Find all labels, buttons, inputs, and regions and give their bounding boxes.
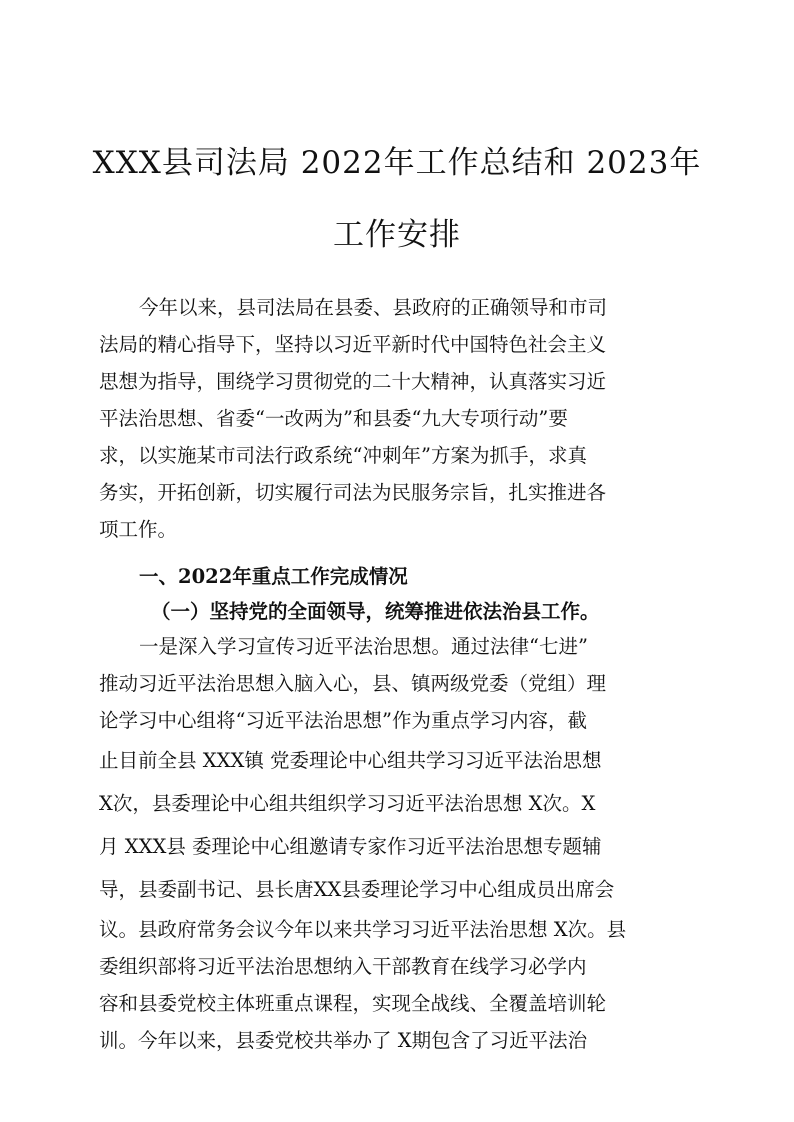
intro-paragraph xyxy=(0,289,794,548)
paragraph-line: 训。今年以来，县委党校共举办了 X期包含了习近平法治 xyxy=(99,1029,588,1052)
paragraph-line: 导，县委副书记、县长唐XX县委理论学习中心组成员出席会 xyxy=(99,878,615,901)
section-heading-2: （一）坚持党的全面领导，统筹推进依法治县工作。 xyxy=(151,600,600,623)
paragraph-line: 月 XXX县 委理论中心组邀请专家作习近平法治思想专题辅 xyxy=(99,835,602,858)
paragraph-line: 法局的精心指导下，坚持以习近平新时代中国特色社会主义 xyxy=(99,333,607,356)
paragraph-line: 求，以实施某市司法行政系统“冲刺年”方案为抓手，求真 xyxy=(99,444,587,467)
title-line-1: XXX县司法局 2022年工作总结和 2023年 xyxy=(92,145,702,181)
section-heading-1: 一、2022年重点工作完成情况 xyxy=(139,565,408,588)
title-line-2: 工作安排 xyxy=(333,217,461,253)
paragraph-line: 议。县政府常务会议今年以来共学习习近平法治思想 X次。县 xyxy=(99,918,627,941)
paragraph-line: 止目前全县 XXX镇 党委理论中心组共学习习近平法治思想 xyxy=(99,749,602,772)
paragraph-line: 容和县委党校主体班重点课程，实现全战线、全覆盖培训轮 xyxy=(99,992,607,1015)
paragraph-line: 论学习中心组将“习近平法治思想”作为重点学习内容，截 xyxy=(99,709,587,732)
paragraph-line: 务实，开拓创新，切实履行司法为民服务宗旨，扎实推进各 xyxy=(99,481,607,504)
paragraph-line: 平法治思想、省委“一改两为”和县委“九大专项行动”要 xyxy=(99,407,568,430)
paragraph-line: 推动习近平法治思想入脑入心，县、镇两级党委（党组）理 xyxy=(99,672,607,695)
paragraph-line: 一是深入学习宣传习近平法治思想。通过法律“七进” xyxy=(139,635,588,658)
paragraph-line: 项工作。 xyxy=(99,518,178,541)
paragraph-line: 思想为指导，围绕学习贯彻党的二十大精神，认真落实习近 xyxy=(99,370,607,393)
body-paragraph xyxy=(0,628,794,1059)
paragraph-line: 今年以来，县司法局在县委、县政府的正确领导和市司 xyxy=(139,296,608,319)
paragraph-line: X次，县委理论中心组共组织学习习近平法治思想 X次。X xyxy=(99,792,596,815)
paragraph-line: 委组织部将习近平法治思想纳入干部教育在线学习必学内 xyxy=(99,955,587,978)
